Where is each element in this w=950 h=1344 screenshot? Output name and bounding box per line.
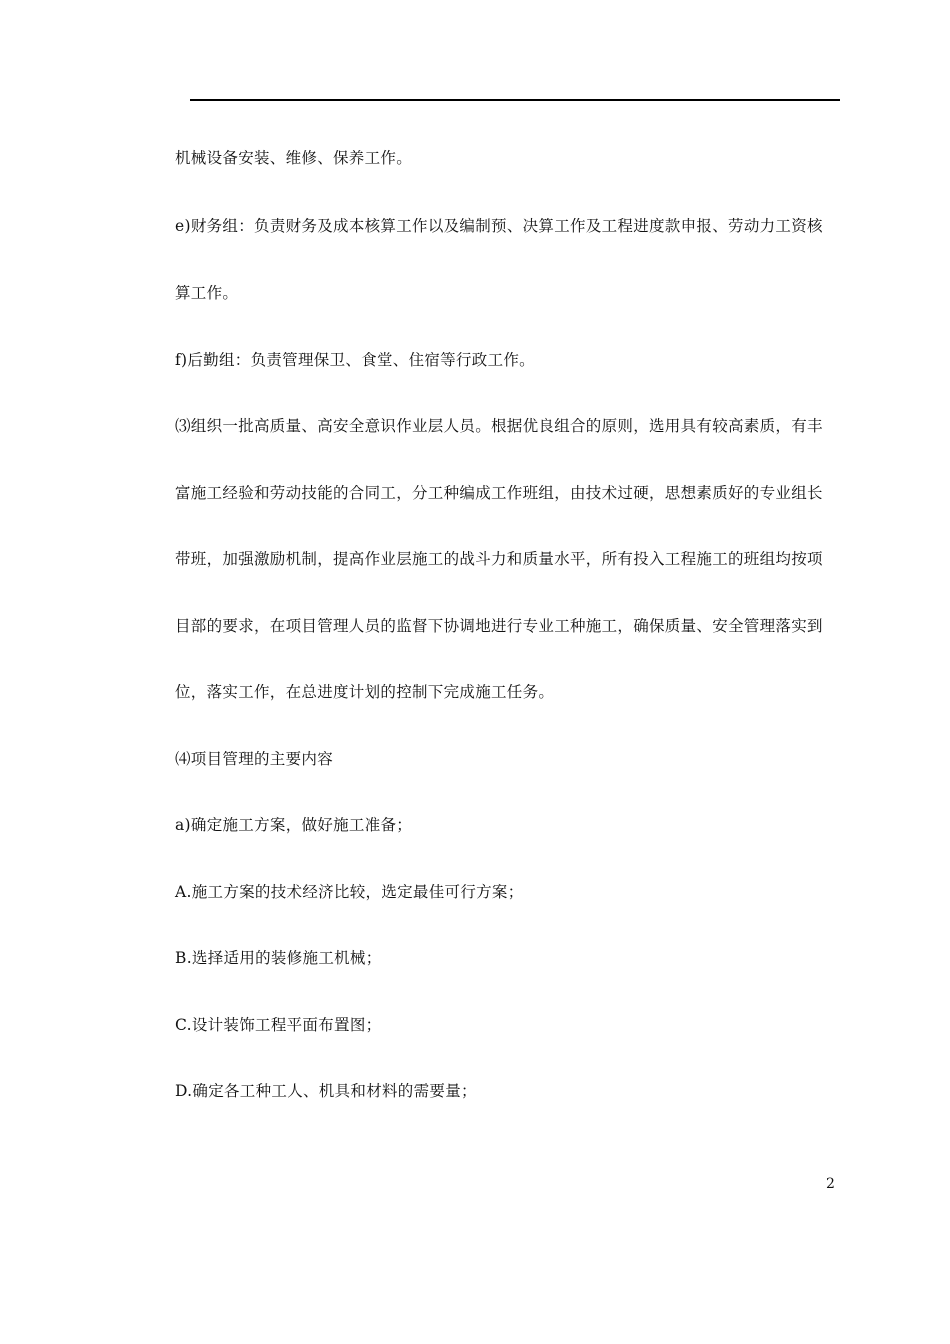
text-line: ⑷项目管理的主要内容: [175, 750, 334, 768]
text-line: 位，落实工作，在总进度计划的控制下完成施工任务。: [175, 683, 555, 701]
text-line: D.确定各工种工人、机具和材料的需要量；: [175, 1082, 477, 1100]
text-line: 算工作。: [175, 284, 239, 302]
text-line: 带班，加强激励机制，提高作业层施工的战斗力和质量水平，所有投入工程施工的班组均按项: [175, 550, 823, 568]
text-line: B.选择适用的装修施工机械；: [175, 949, 382, 967]
text-line: f)后勤组：负责管理保卫、食堂、住宿等行政工作。: [175, 351, 535, 369]
text-line: a)确定施工方案，做好施工准备；: [175, 816, 413, 834]
text-line: ⑶组织一批高质量、高安全意识作业层人员。根据优良组合的原则，选用具有较高素质，有丰: [175, 417, 823, 435]
text-line: 富施工经验和劳动技能的合同工，分工种编成工作班组，由技术过硬，思想素质好的专业组长: [175, 484, 823, 502]
text-line: 机械设备安装、维修、保养工作。: [175, 149, 413, 167]
text-line: 目部的要求，在项目管理人员的监督下协调地进行专业工种施工，确保质量、安全管理落实到: [175, 617, 823, 635]
text-line: A.施工方案的技术经济比较，选定最佳可行方案；: [175, 883, 524, 901]
page-number: 2: [826, 1176, 835, 1192]
text-line: e)财务组：负责财务及成本核算工作以及编制预、决算工作及工程进度款申报、劳动力工资核: [175, 217, 823, 235]
text-line: C.设计装饰工程平面布置图；: [175, 1016, 382, 1034]
header-rule: [190, 99, 840, 101]
